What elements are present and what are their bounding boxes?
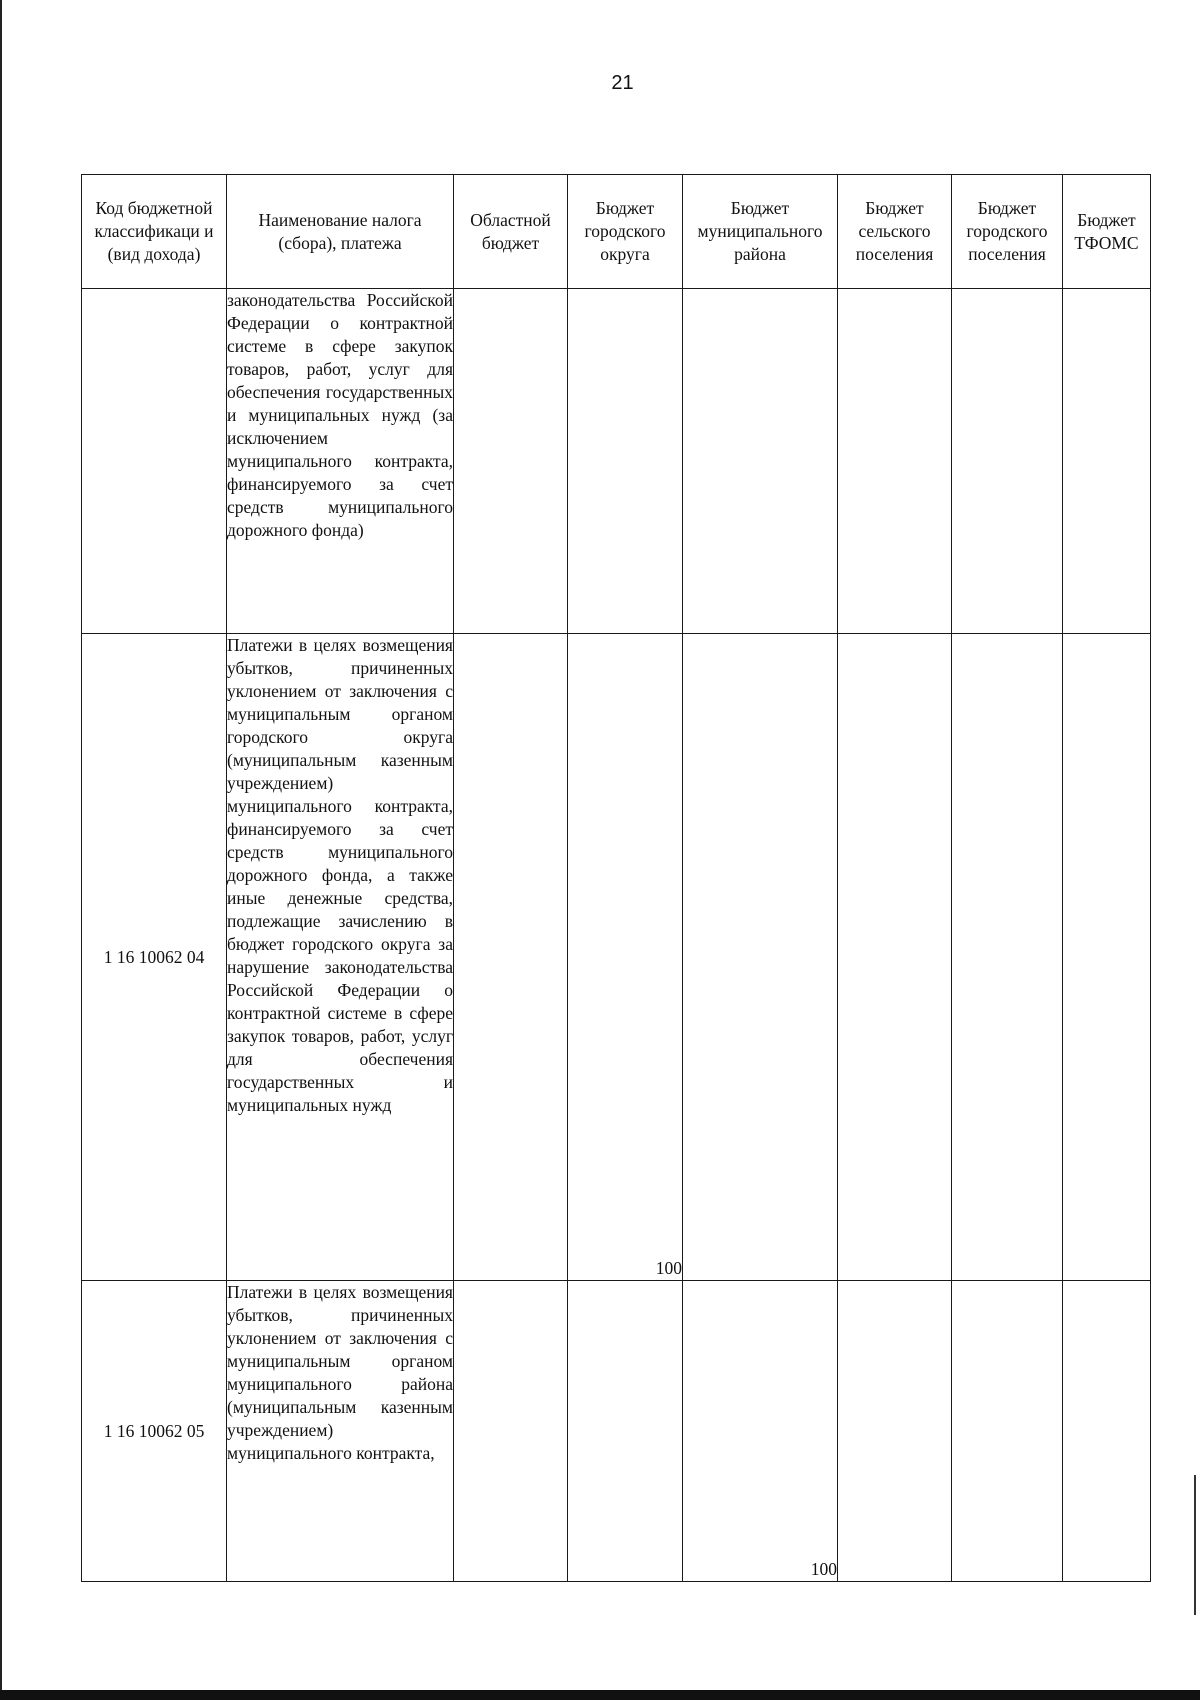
row-code: 1 16 10062 04 bbox=[82, 634, 227, 1281]
row-oblast-value bbox=[454, 1281, 568, 1582]
table-row bbox=[82, 1281, 1151, 1582]
scan-right-mark bbox=[1194, 1475, 1196, 1615]
table-row bbox=[82, 289, 1151, 634]
row-tfoms-value bbox=[1063, 1281, 1151, 1582]
row-municipal-district-value: 100 bbox=[683, 1281, 838, 1582]
row-code bbox=[82, 289, 227, 634]
row-tfoms-value bbox=[1063, 289, 1151, 634]
row-rural-settlement-value bbox=[838, 1281, 952, 1582]
header-code: Код бюджетной классификаци и (вид дохода) bbox=[82, 175, 227, 289]
header-name: Наименование налога (сбора), платежа bbox=[227, 175, 454, 289]
row-urban-settlement-value bbox=[952, 1281, 1063, 1582]
page-number: 21 bbox=[611, 72, 634, 94]
row-city-district-value bbox=[568, 1281, 683, 1582]
row-municipal-district-value bbox=[683, 289, 838, 634]
row-code: 1 16 10062 05 bbox=[82, 1281, 227, 1582]
header-rural-settlement-budget: Бюджет сельского поселения bbox=[838, 175, 952, 289]
row-oblast-value bbox=[454, 634, 568, 1281]
scan-bottom-band bbox=[0, 1690, 1200, 1700]
header-tfoms-budget: Бюджет ТФОМС bbox=[1063, 175, 1151, 289]
row-urban-settlement-value bbox=[952, 289, 1063, 634]
row-city-district-value bbox=[568, 289, 683, 634]
row-oblast-value bbox=[454, 289, 568, 634]
header-urban-settlement-budget: Бюджет городского поселения bbox=[952, 175, 1063, 289]
row-municipal-district-value bbox=[683, 634, 838, 1281]
row-name: Платежи в целях возмещения убытков, причиненных уклонением от заключения с муниципальным органом муниципального района (муниципальным казенным учреждением) муниципального контракта, bbox=[227, 1281, 454, 1582]
table-header-row bbox=[82, 175, 1151, 289]
scan-left-edge bbox=[0, 0, 2, 1700]
header-oblast-budget: Областной бюджет bbox=[454, 175, 568, 289]
header-city-district-budget: Бюджет городского округа bbox=[568, 175, 683, 289]
table-row bbox=[82, 634, 1151, 1281]
row-rural-settlement-value bbox=[838, 289, 952, 634]
row-urban-settlement-value bbox=[952, 634, 1063, 1281]
budget-revenue-table bbox=[81, 174, 1151, 1582]
row-city-district-value: 100 bbox=[568, 634, 683, 1281]
row-tfoms-value bbox=[1063, 634, 1151, 1281]
header-municipal-district-budget: Бюджет муниципального района bbox=[683, 175, 838, 289]
row-name: законодательства Российской Федерации о контрактной системе в сфере закупок товаров, работ, услуг для обеспечения государственных и муниципальных нужд (за исключением муниципального контракта, финансируемого за счет средств муниципального дорожного фонда) bbox=[227, 289, 454, 634]
row-rural-settlement-value bbox=[838, 634, 952, 1281]
row-name: Платежи в целях возмещения убытков, причиненных уклонением от заключения с муниципальным органом городского округа (муниципальным казенным учреждением) муниципального контракта, финансируемого за счет средств муниципального дорожного фонда, а также иные денежные средства, подлежащие зачислению в бюджет городского округа за нарушение законодательства Российской Федерации о контрактной системе в сфере закупок товаров, работ, услуг для обеспечения государственных и муниципальных нужд bbox=[227, 634, 454, 1281]
